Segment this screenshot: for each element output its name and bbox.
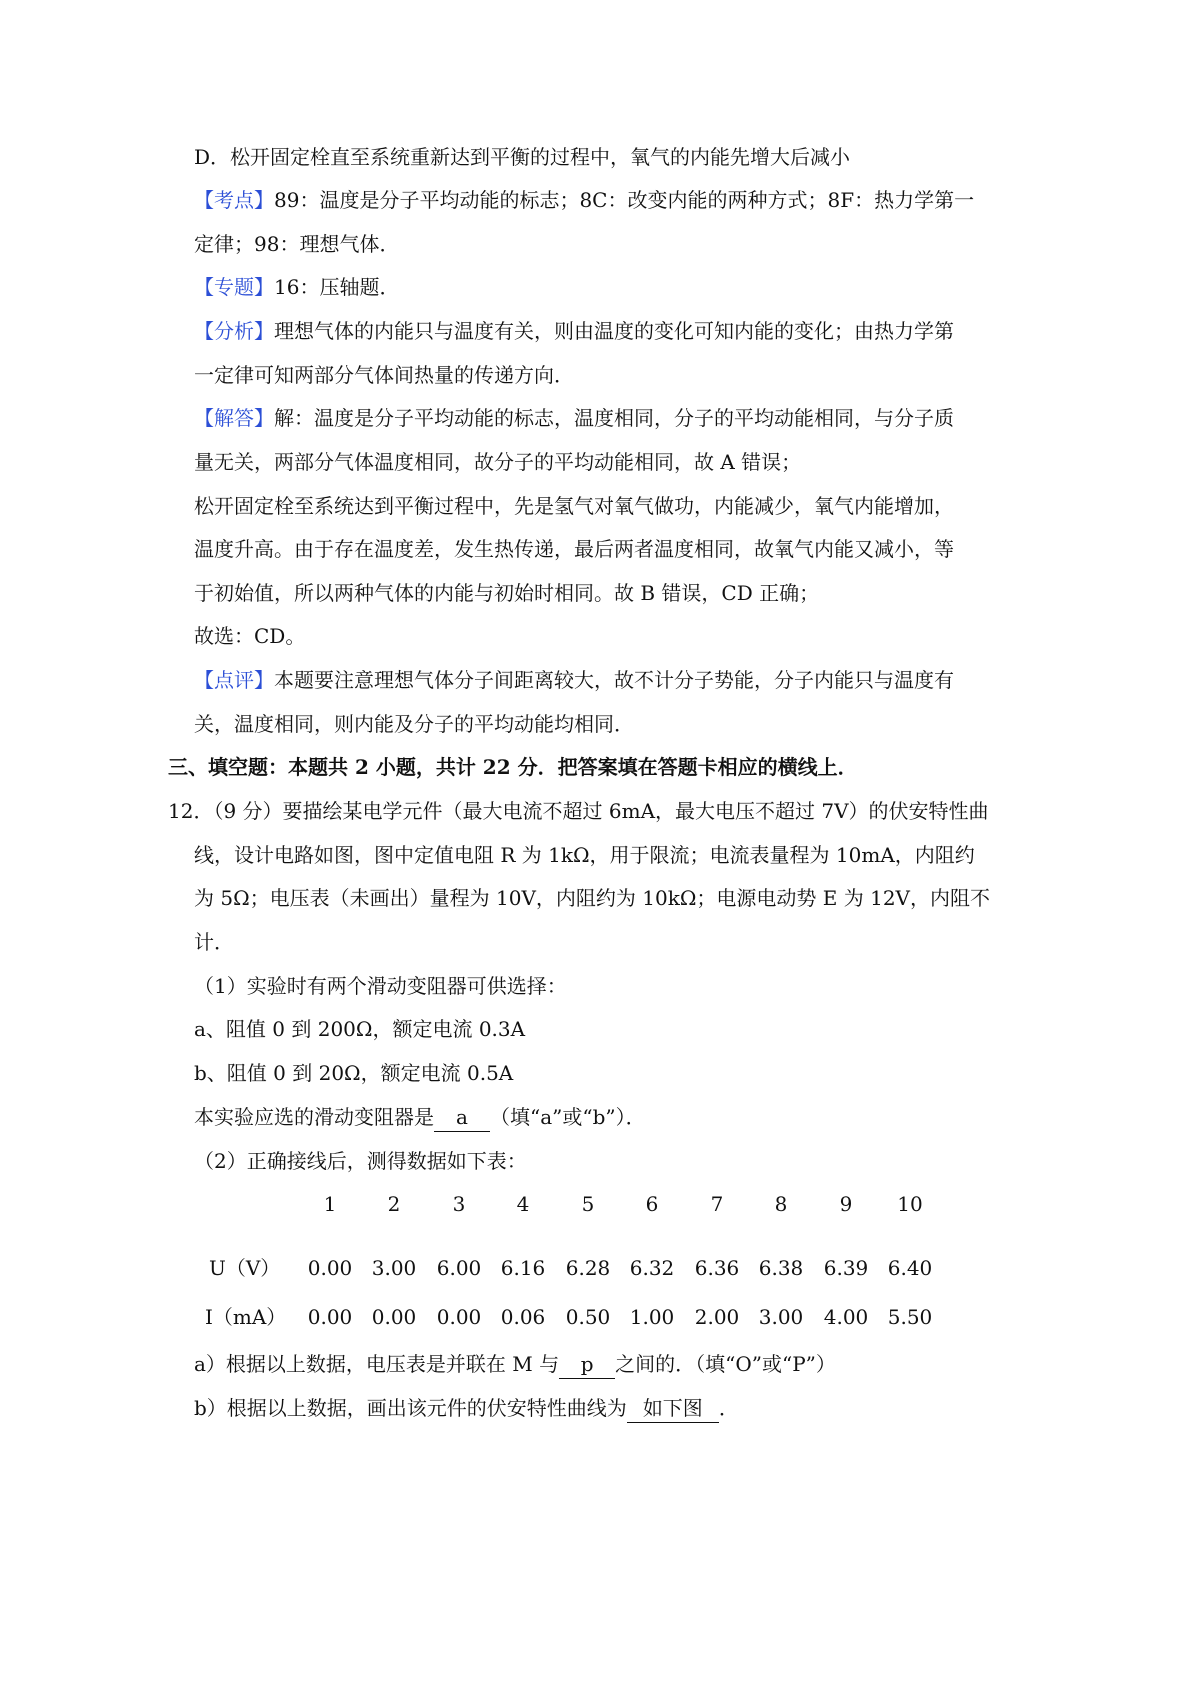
table-cell: 3.00 [758,1305,804,1329]
table-cell: 3.00 [371,1256,417,1280]
sub-a-answer-blank: p [559,1350,615,1379]
kaodian-tag: 【考点】 [194,188,274,212]
header-cell: 2 [387,1192,401,1216]
jieda-line-1 [194,404,954,432]
fenxi-line-2: 一定律可知两部分气体间热量的传递方向． [194,363,574,387]
dianping-tag: 【点评】 [194,668,274,692]
zhuanti-line [194,273,399,301]
sub-a-suffix: 之间的．（填“O”或“P”） [615,1352,836,1376]
fenxi-tag: 【分析】 [194,319,274,343]
table-cell: 0.06 [500,1305,546,1329]
q12-option-a: a、阻值 0 到 200Ω，额定电流 0.3A [194,1017,526,1041]
header-cell: 8 [774,1192,788,1216]
table-cell: 0.50 [565,1305,611,1329]
row-label-voltage: U（V） [209,1256,281,1280]
header-cell: 3 [452,1192,466,1216]
sub-b-answer-blank: 如下图 [627,1394,719,1423]
dianping-line-1 [194,666,954,694]
q12-sub-b [194,1394,739,1423]
section-3-heading: 三、填空题：本题共 2 小题，共计 22 分．把答案填在答题卡相应的横线上． [168,755,858,779]
q12-option-b: b、阻值 0 到 20Ω，额定电流 0.5A [194,1061,514,1085]
q12-line-4: 计． [194,930,234,954]
q12-line-3: 为 5Ω；电压表（未画出）量程为 10V，内阻约为 10kΩ；电源电动势 E 为 12V，内阻不 [194,886,990,910]
table-cell: 6.32 [629,1256,675,1280]
sub-a-prefix: a）根据以上数据，电压表是并联在 M 与 [194,1352,560,1376]
q12-part-1: （1）实验时有两个滑动变阻器可供选择： [194,974,567,998]
jieda-line-3: 松开固定栓至系统达到平衡过程中，先是氢气对氧气做功，内能减少，氧气内能增加， [194,494,954,518]
dianping-text-1: 本题要注意理想气体分子间距离较大，故不计分子势能，分子内能只与温度有 [274,668,954,692]
option-d: D．松开固定栓直至系统重新达到平衡的过程中，氧气的内能先增大后减小 [194,145,851,169]
table-cell: 0.00 [371,1305,417,1329]
table-cell: 2.00 [694,1305,740,1329]
kaodian-line-1 [194,186,974,214]
q12-choose-line [194,1103,646,1132]
jieda-text-1: 解：温度是分子平均动能的标志，温度相同，分子的平均动能相同，与分子质 [274,406,954,430]
header-cell: 10 [897,1192,923,1216]
table-cell: 6.36 [694,1256,740,1280]
kaodian-text-1: 89：温度是分子平均动能的标志；8C：改变内能的两种方式；8F：热力学第一 [274,188,975,212]
table-cell: 0.00 [307,1305,353,1329]
header-cell: 9 [839,1192,853,1216]
choose-prefix: 本实验应选的滑动变阻器是 [194,1105,434,1129]
table-cell: 6.38 [758,1256,804,1280]
table-cell: 0.00 [436,1305,482,1329]
kaodian-line-2: 定律；98：理想气体． [194,232,400,256]
q12-part-2: （2）正确接线后，测得数据如下表： [194,1149,527,1173]
dianping-line-2: 关，温度相同，则内能及分子的平均动能均相同． [194,712,634,736]
jieda-line-4: 温度升高。由于存在温度差，发生热传递，最后两者温度相同，故氧气内能又减小，等 [194,537,954,561]
table-cell: 6.16 [500,1256,546,1280]
row-label-current: I（mA） [205,1305,287,1329]
zhuanti-tag: 【专题】 [194,275,274,299]
table-cell: 6.28 [565,1256,611,1280]
table-cell: 4.00 [823,1305,869,1329]
choose-suffix: （填“a”或“b”）． [490,1105,646,1129]
sub-b-suffix: ． [718,1396,739,1420]
table-cell: 6.00 [436,1256,482,1280]
table-cell: 5.50 [887,1305,933,1329]
jieda-line-6: 故选：CD。 [194,624,306,648]
header-cell: 7 [710,1192,724,1216]
table-cell: 6.39 [823,1256,869,1280]
header-cell: 1 [323,1192,337,1216]
fenxi-line-1 [194,317,954,345]
table-cell: 6.40 [887,1256,933,1280]
jieda-line-2: 量无关，两部分气体温度相同，故分子的平均动能相同，故 A 错误； [194,450,802,474]
jieda-line-5: 于初始值，所以两种气体的内能与初始时相同。故 B 错误，CD 正确； [194,581,820,605]
q12-sub-a [194,1350,836,1379]
sub-b-prefix: b）根据以上数据，画出该元件的伏安特性曲线为 [194,1396,627,1420]
q12-line-2: 线，设计电路如图，图中定值电阻 R 为 1kΩ，用于限流；电流表量程为 10mA，内阻约 [194,843,975,867]
table-cell: 0.00 [307,1256,353,1280]
zhuanti-text: 16：压轴题． [274,275,400,299]
header-cell: 6 [645,1192,659,1216]
choose-answer-blank: a [434,1103,490,1132]
header-cell: 5 [581,1192,595,1216]
table-cell: 1.00 [629,1305,675,1329]
jieda-tag: 【解答】 [194,406,274,430]
q12-line-1: 12．（9 分）要描绘某电学元件（最大电流不超过 6mA，最大电压不超过 7V）的伏安特性曲 [168,799,989,823]
fenxi-text-1: 理想气体的内能只与温度有关，则由温度的变化可知内能的变化；由热力学第 [274,319,954,343]
header-cell: 4 [516,1192,530,1216]
